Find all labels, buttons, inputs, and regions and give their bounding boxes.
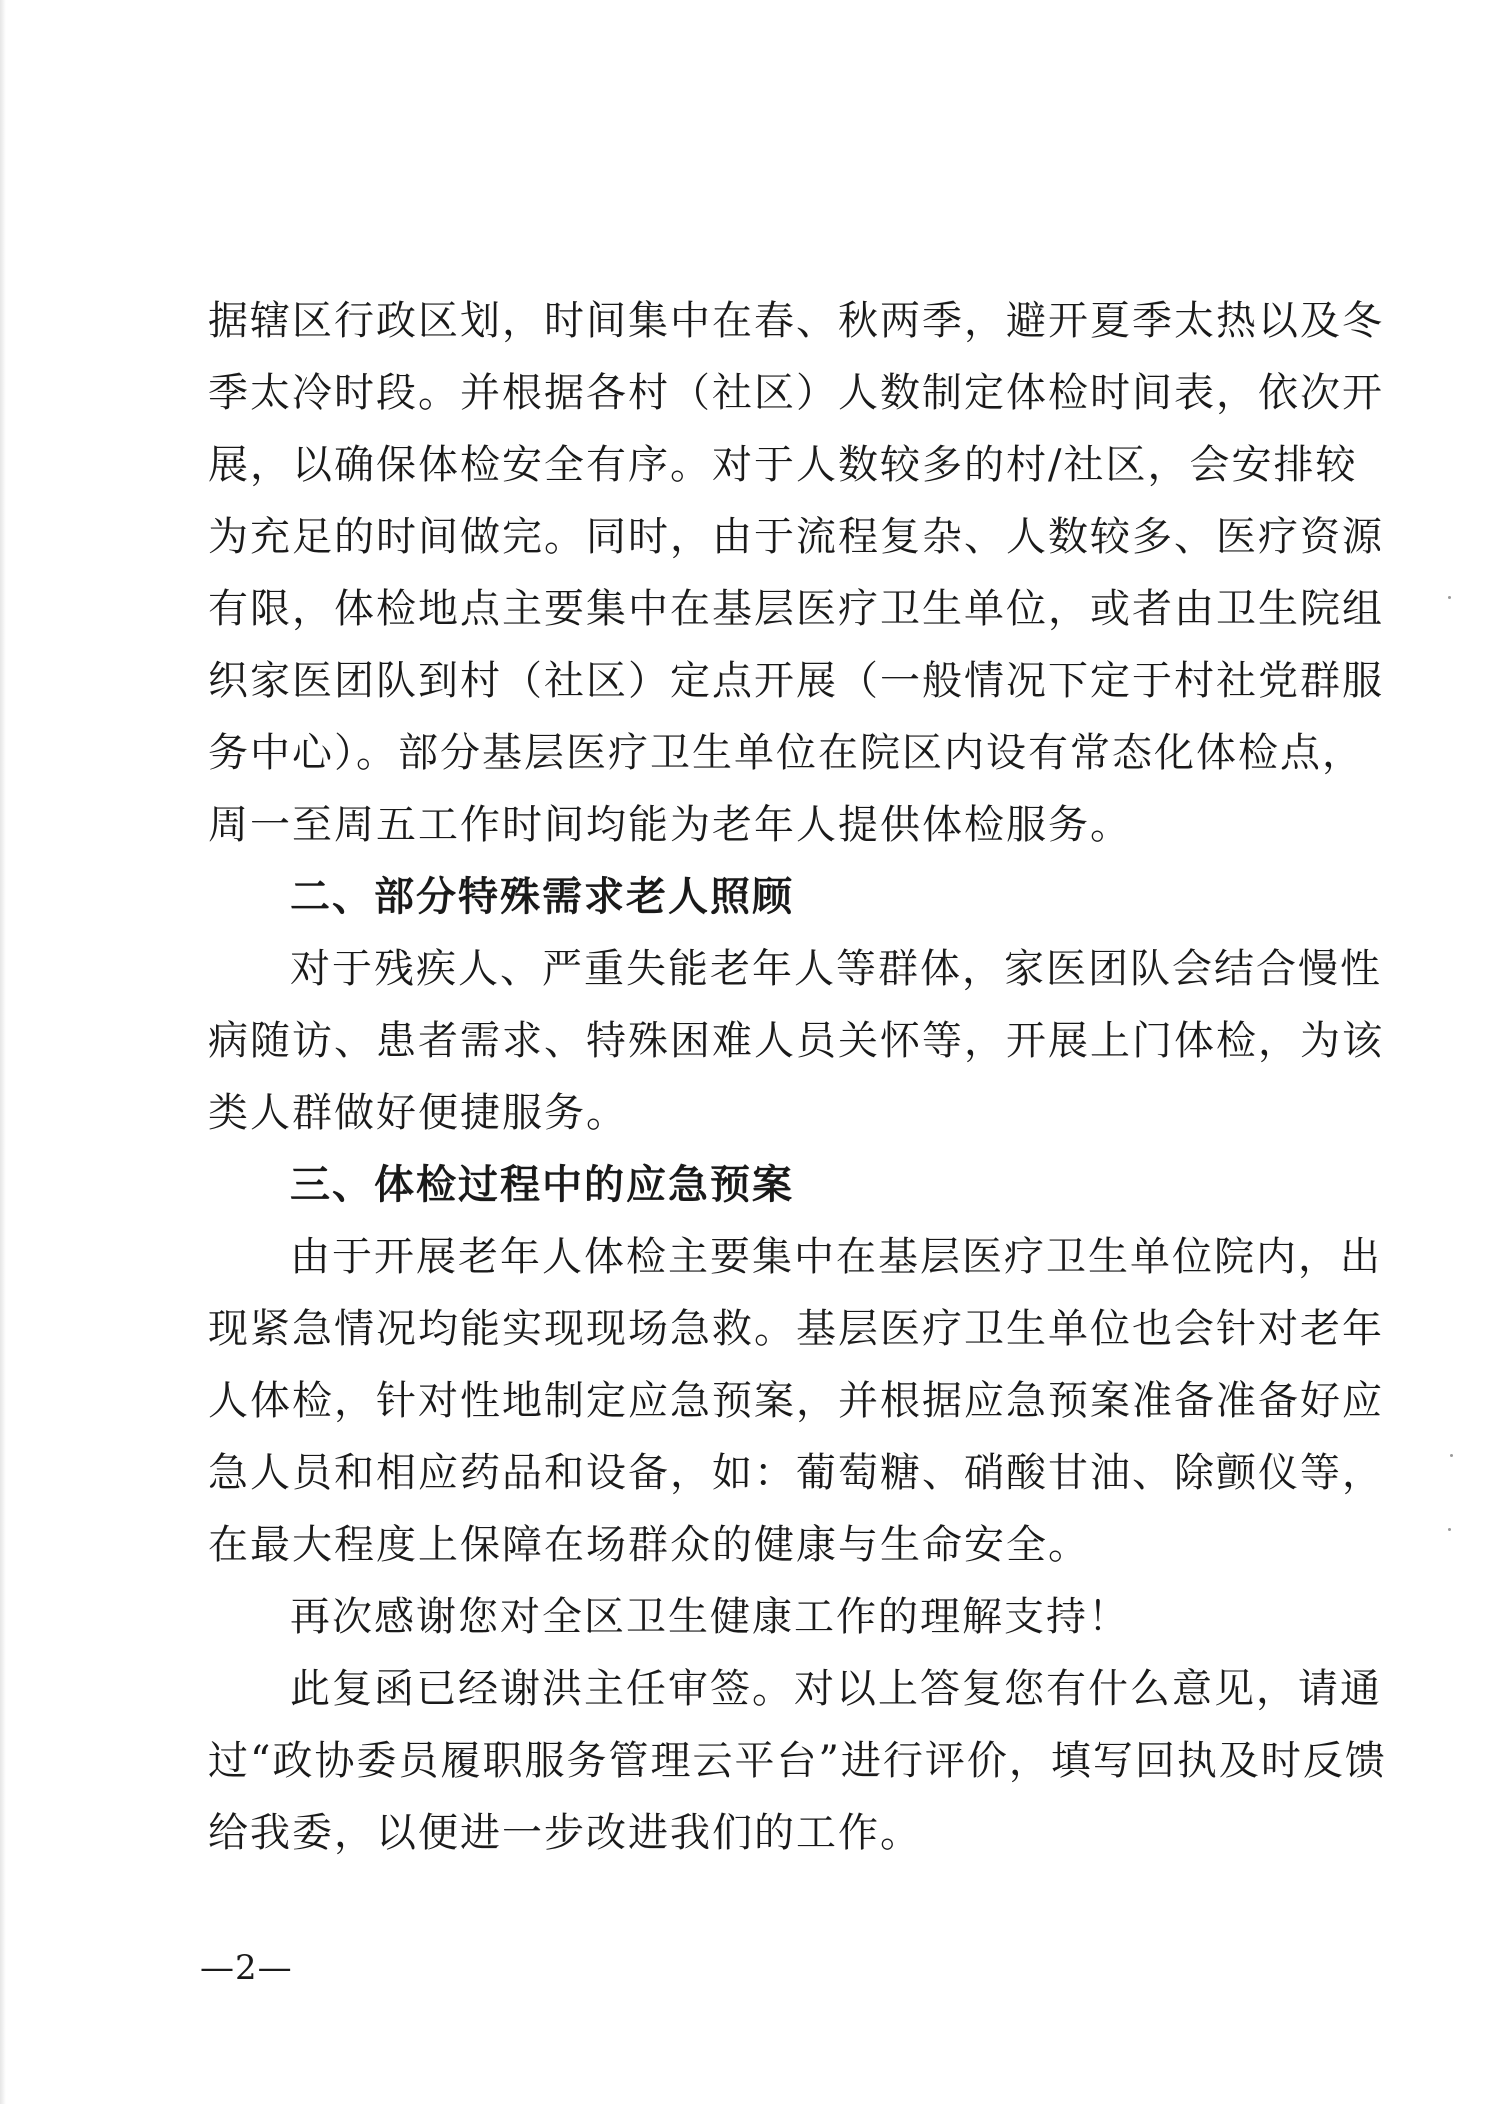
scan-edge-shadow [0, 0, 6, 2104]
body-line: 据辖区行政区划，时间集中在春、秋两季，避开夏季太热以及冬 [208, 298, 1384, 344]
thanks-line: 再次感谢您对全区卫生健康工作的理解支持！ [290, 1594, 1130, 1640]
page-number: —2— [200, 1948, 293, 1988]
body-line: 过“政协委员履职服务管理云平台”进行评价，填写回执及时反馈 [208, 1738, 1387, 1784]
scan-speck [1448, 596, 1451, 599]
body-line: 对于残疾人、严重失能老年人等群体，家医团队会结合慢性 [290, 946, 1382, 992]
body-line: 有限，体检地点主要集中在基层医疗卫生单位，或者由卫生院组 [208, 586, 1384, 632]
section-heading-2: 二、部分特殊需求老人照顾 [290, 874, 794, 920]
body-line: 务中心）。部分基层医疗卫生单位在院区内设有常态化体检点， [208, 730, 1364, 776]
scan-speck [1448, 1528, 1451, 1531]
section-heading-3: 三、体检过程中的应急预案 [290, 1162, 794, 1208]
body-line: 季太冷时段。并根据各村（社区）人数制定体检时间表，依次开 [208, 370, 1384, 416]
body-line: 现紧急情况均能实现现场急救。基层医疗卫生单位也会针对老年 [208, 1306, 1384, 1352]
body-line: 织家医团队到村（社区）定点开展（一般情况下定于村社党群服 [208, 658, 1384, 704]
body-line: 由于开展老年人体检主要集中在基层医疗卫生单位院内，出 [290, 1234, 1382, 1280]
body-line: 周一至周五工作时间均能为老年人提供体检服务。 [208, 802, 1132, 848]
body-line: 在最大程度上保障在场群众的健康与生命安全。 [208, 1522, 1090, 1568]
body-line: 给我委，以便进一步改进我们的工作。 [208, 1810, 922, 1856]
body-line: 人体检，针对性地制定应急预案，并根据应急预案准备准备好应 [208, 1378, 1384, 1424]
body-line: 展，以确保体检安全有序。对于人数较多的村/社区，会安排较 [208, 442, 1358, 488]
scan-speck [1450, 1454, 1453, 1457]
body-line: 病随访、患者需求、特殊困难人员关怀等，开展上门体检，为该 [208, 1018, 1384, 1064]
body-line: 此复函已经谢洪主任审签。对以上答复您有什么意见，请通 [290, 1666, 1382, 1712]
body-line: 为充足的时间做完。同时，由于流程复杂、人数较多、医疗资源 [208, 514, 1384, 560]
body-line: 类人群做好便捷服务。 [208, 1090, 628, 1136]
body-line: 急人员和相应药品和设备，如：葡萄糖、硝酸甘油、除颤仪等， [208, 1450, 1384, 1496]
